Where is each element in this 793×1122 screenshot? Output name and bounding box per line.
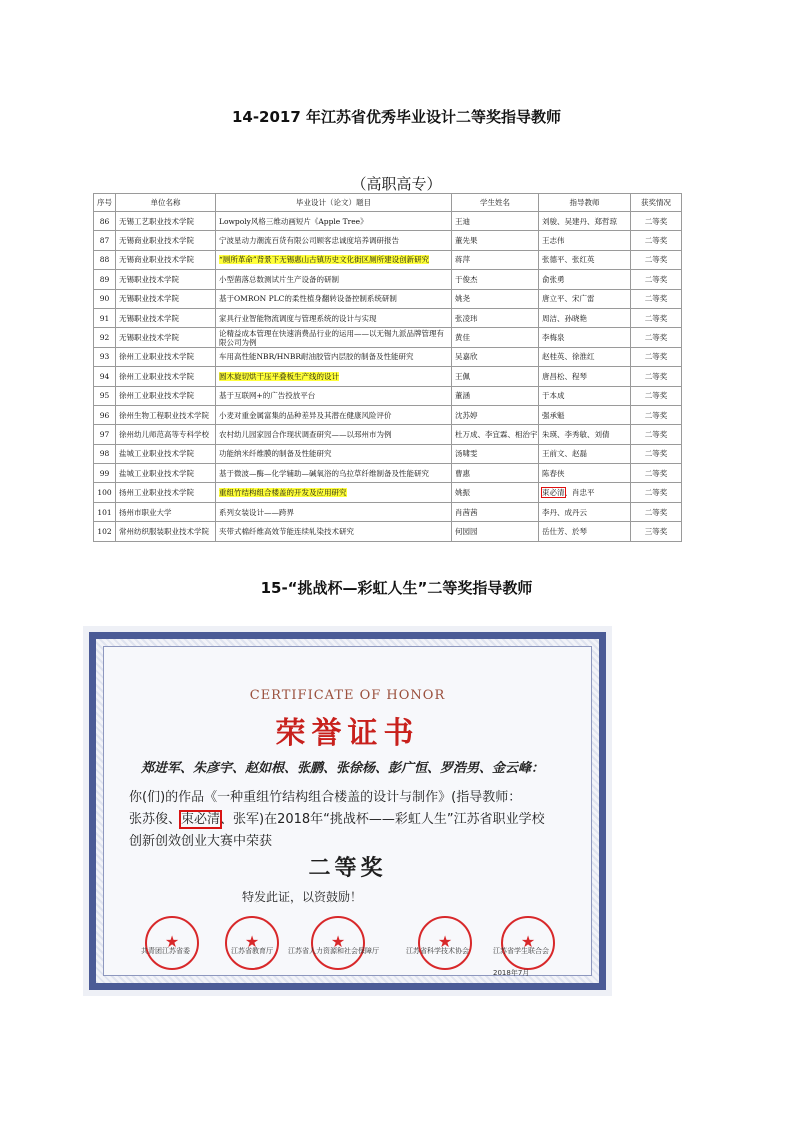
table-subtitle: （高职高专） — [351, 175, 442, 193]
table-row — [94, 367, 682, 386]
cell-no: 99 — [94, 464, 116, 483]
cell-award: 二等奖 — [631, 444, 682, 463]
cell-no: 100 — [94, 483, 116, 502]
cell-award: 二等奖 — [631, 289, 682, 308]
cell-no: 96 — [94, 405, 116, 424]
cell-teacher: 刘骏、吴建丹、郑哲琼 — [539, 212, 631, 231]
cell-no: 92 — [94, 328, 116, 347]
cell-no: 98 — [94, 444, 116, 463]
certificate-image — [83, 626, 612, 996]
cell-topic — [216, 367, 452, 386]
cell-award: 二等奖 — [631, 347, 682, 366]
cell-student: 姚振 — [452, 483, 539, 502]
certificate-date: 2018年7月 — [493, 969, 530, 977]
topic-text: 小麦对重金属富集的品种差异及其潜在健康风险评价 — [219, 410, 392, 420]
cell-student: 肖茜茜 — [452, 502, 539, 521]
seal-icon: ★ — [311, 916, 365, 970]
certificate-line-2 — [129, 808, 569, 827]
certificate-en-title: CERTIFICATE OF HONOR — [249, 688, 446, 703]
cell-topic — [216, 444, 452, 463]
teacher-rest: 、肖忠平 — [564, 488, 595, 498]
cell-student: 沈苏婷 — [452, 405, 539, 424]
org-label: 江苏省人力资源和社会保障厅 — [288, 947, 379, 955]
cell-award: 二等奖 — [631, 405, 682, 424]
cell-topic — [216, 270, 452, 289]
table-row — [94, 483, 682, 502]
cell-no: 87 — [94, 231, 116, 250]
cell-student: 张凌玮 — [452, 308, 539, 327]
cell-topic — [216, 483, 452, 502]
cell-topic — [216, 308, 452, 327]
cell-no: 89 — [94, 270, 116, 289]
table-row — [94, 250, 682, 269]
org-label: 江苏省教育厅 — [231, 947, 273, 955]
table-row — [94, 405, 682, 424]
seal-icon: ★ — [501, 916, 555, 970]
cell-award: 二等奖 — [631, 212, 682, 231]
cell-topic — [216, 212, 452, 231]
cell-unit: 扬州工业职业技术学院 — [116, 483, 216, 502]
cell-no: 95 — [94, 386, 116, 405]
cell-student: 何园园 — [452, 522, 539, 541]
header-teacher: 指导教师 — [539, 194, 631, 212]
topic-text: Lowpoly风格三维动画短片《Apple Tree》 — [219, 216, 368, 226]
table-row — [94, 522, 682, 541]
cell-topic — [216, 250, 452, 269]
table-row — [94, 425, 682, 444]
cell-unit: 扬州市职业大学 — [116, 502, 216, 521]
cell-teacher: 于本成 — [539, 386, 631, 405]
cell-award: 二等奖 — [631, 425, 682, 444]
cell-topic — [216, 347, 452, 366]
cell-teacher: 强承魁 — [539, 405, 631, 424]
advisor-highlight: 束必清 — [181, 812, 221, 827]
cell-student: 曹惠 — [452, 464, 539, 483]
header-no: 序号 — [94, 194, 116, 212]
org-label: 江苏省科学技术协会 — [406, 947, 469, 955]
seal-icon: ★ — [418, 916, 472, 970]
cell-award: 二等奖 — [631, 367, 682, 386]
cell-student: 于俊杰 — [452, 270, 539, 289]
cell-award: 二等奖 — [631, 308, 682, 327]
cell-award: 二等奖 — [631, 483, 682, 502]
cell-teacher: 俞张勇 — [539, 270, 631, 289]
cell-award: 二等奖 — [631, 464, 682, 483]
cell-no: 86 — [94, 212, 116, 231]
advisor-rest: 、张军)在2018年“挑战杯——彩虹人生”江苏省职业学校 — [220, 812, 545, 827]
section-title-14: 14-2017 年江苏省优秀毕业设计二等奖指导教师 — [231, 108, 562, 126]
cell-teacher: 张德平、张红英 — [539, 250, 631, 269]
advisor-1: 张苏俊、 — [129, 812, 182, 827]
org-label: 共青团江苏省委 — [141, 947, 190, 955]
table-row — [94, 308, 682, 327]
cell-unit: 无锡商业职业技术学院 — [116, 231, 216, 250]
org-label: 江苏省学生联合会 — [493, 947, 549, 955]
topic-text: 车用高性能NBR/HNBR耐油胶管内层胶的制备及性能研究 — [219, 352, 414, 362]
cell-award: 二等奖 — [631, 250, 682, 269]
cell-teacher: 唐立平、宋广雷 — [539, 289, 631, 308]
cell-no: 101 — [94, 502, 116, 521]
cell-student: 董涵 — [452, 386, 539, 405]
table-header-row — [94, 194, 682, 212]
topic-text: 小型菌落总数测试片生产设备的研制 — [219, 274, 339, 284]
certificate-cn-title: 荣誉证书 — [275, 716, 420, 751]
cell-award: 二等奖 — [631, 502, 682, 521]
header-student: 学生姓名 — [452, 194, 539, 212]
cell-student: 杜万成、李宜霖、相治宇 — [452, 425, 539, 444]
cell-student: 黄佳 — [452, 328, 539, 347]
cell-no: 90 — [94, 289, 116, 308]
cell-award: 二等奖 — [631, 328, 682, 347]
cell-award: 三等奖 — [631, 522, 682, 541]
cell-student: 蒋萍 — [452, 250, 539, 269]
cell-unit: 无锡职业技术学院 — [116, 328, 216, 347]
cell-unit: 盐城工业职业技术学院 — [116, 464, 216, 483]
table-row — [94, 231, 682, 250]
cell-teacher: 岳仕芳、於琴 — [539, 522, 631, 541]
topic-text: 宁波星动力潮流百货有限公司顾客忠诚度培养调研报告 — [219, 236, 399, 246]
cell-award: 二等奖 — [631, 386, 682, 405]
cell-student: 王迪 — [452, 212, 539, 231]
cell-teacher: 唐昌松、程琴 — [539, 367, 631, 386]
cell-teacher: 陈春侠 — [539, 464, 631, 483]
topic-text: 功能纳米纤维膜的制备及性能研究 — [219, 449, 332, 459]
topic-text: 农村幼儿园家园合作现状调查研究——以邳州市为例 — [219, 429, 392, 439]
table-row — [94, 289, 682, 308]
awards-table — [93, 193, 682, 542]
cell-topic — [216, 405, 452, 424]
cell-teacher: 朱瑛、李秀敏、刘倩 — [539, 425, 631, 444]
topic-text: 夹带式棉纤维高效节能连续轧染技术研究 — [219, 526, 354, 536]
cell-student: 姚尧 — [452, 289, 539, 308]
seal-icon: ★ — [225, 916, 279, 970]
cell-unit: 徐州工业职业技术学院 — [116, 367, 216, 386]
cell-topic — [216, 328, 452, 347]
topic-text: 圆木旋切烘干压平叠板生产线的设计 — [219, 371, 339, 381]
cell-unit: 徐州工业职业技术学院 — [116, 347, 216, 366]
seal-icon: ★ — [145, 916, 199, 970]
cell-student: 吴嘉欣 — [452, 347, 539, 366]
cell-no: 91 — [94, 308, 116, 327]
cell-topic — [216, 386, 452, 405]
cell-unit: 徐州幼儿师范高等专科学校 — [116, 425, 216, 444]
topic-text: 系列女装设计——跨界 — [219, 507, 294, 517]
header-topic: 毕业设计（论文）题目 — [216, 194, 452, 212]
cell-award: 二等奖 — [631, 270, 682, 289]
cell-teacher: 李丹、成丹云 — [539, 502, 631, 521]
cell-unit: 无锡职业技术学院 — [116, 289, 216, 308]
cell-no: 97 — [94, 425, 116, 444]
table-row — [94, 328, 682, 347]
certificate-attest: 特发此证，以资鼓励！ — [242, 890, 363, 904]
cell-award: 二等奖 — [631, 231, 682, 250]
cell-student: 王佩 — [452, 367, 539, 386]
table-row — [94, 212, 682, 231]
cell-teacher: 王前文、赵磊 — [539, 444, 631, 463]
cell-teacher: 李梅泉 — [539, 328, 631, 347]
cell-unit: 常州纺织服装职业技术学院 — [116, 522, 216, 541]
cell-teacher — [539, 483, 631, 502]
cell-unit: 无锡职业技术学院 — [116, 270, 216, 289]
cell-student: 汤啸雯 — [452, 444, 539, 463]
cell-unit: 盐城工业职业技术学院 — [116, 444, 216, 463]
certificate-prize: 二等奖 — [308, 855, 387, 881]
cell-unit: 徐州生物工程职业技术学院 — [116, 405, 216, 424]
table-row — [94, 270, 682, 289]
cell-teacher: 王志伟 — [539, 231, 631, 250]
cell-topic — [216, 464, 452, 483]
cell-topic — [216, 289, 452, 308]
cell-no: 93 — [94, 347, 116, 366]
cell-topic — [216, 231, 452, 250]
topic-text: 基于OMRON PLC的柔性植身翻转设备控制系统研制 — [219, 294, 397, 304]
table-row — [94, 444, 682, 463]
teacher-highlight: 束必清 — [542, 488, 565, 498]
cell-unit: 无锡职业技术学院 — [116, 308, 216, 327]
cell-teacher: 周洁、孙晓艳 — [539, 308, 631, 327]
cell-no: 88 — [94, 250, 116, 269]
header-award: 获奖情况 — [631, 194, 682, 212]
table-row — [94, 386, 682, 405]
cell-teacher: 赵桂英、徐淮红 — [539, 347, 631, 366]
cell-unit: 无锡商业职业技术学院 — [116, 250, 216, 269]
topic-text: 论精益成本管理在快速消费品行业的运用——以无锡九派品牌管理有限公司为例 — [219, 328, 444, 347]
topic-text: 重组竹结构组合楼盖的开发及应用研究 — [219, 488, 347, 498]
topic-text: 基于微波—酶—化学辅助—碱氧浴的乌拉草纤维制备及性能研究 — [219, 468, 429, 478]
certificate-line-3: 创新创效创业大赛中荣获 — [129, 834, 273, 849]
cell-student: 董先果 — [452, 231, 539, 250]
section-title-15: 15-“挑战杯—彩虹人生”二等奖指导教师 — [260, 579, 533, 597]
certificate-recipients: 郑进军、朱彦宇、赵如根、张鹏、张徐杨、彭广恒、罗浩男、金云峰： — [141, 761, 545, 776]
cell-unit: 徐州工业职业技术学院 — [116, 386, 216, 405]
certificate-line-1: 你(们)的作品《一种重组竹结构组合楼盖的设计与制作》(指导教师： — [129, 790, 522, 805]
cell-no: 102 — [94, 522, 116, 541]
cell-unit: 无锡工艺职业技术学院 — [116, 212, 216, 231]
topic-text: “厕所革命”背景下无锡惠山古镇历史文化街区厕所建设创新研究 — [219, 255, 430, 265]
cell-topic — [216, 502, 452, 521]
table-row — [94, 502, 682, 521]
cell-topic — [216, 425, 452, 444]
topic-text: 基于互联网+的广告投放平台 — [219, 391, 316, 401]
table-row — [94, 347, 682, 366]
topic-text: 家具行业智能物流调度与管理系统的设计与实现 — [219, 313, 377, 323]
header-unit: 单位名称 — [116, 194, 216, 212]
cell-topic — [216, 522, 452, 541]
table-row — [94, 464, 682, 483]
cell-no: 94 — [94, 367, 116, 386]
